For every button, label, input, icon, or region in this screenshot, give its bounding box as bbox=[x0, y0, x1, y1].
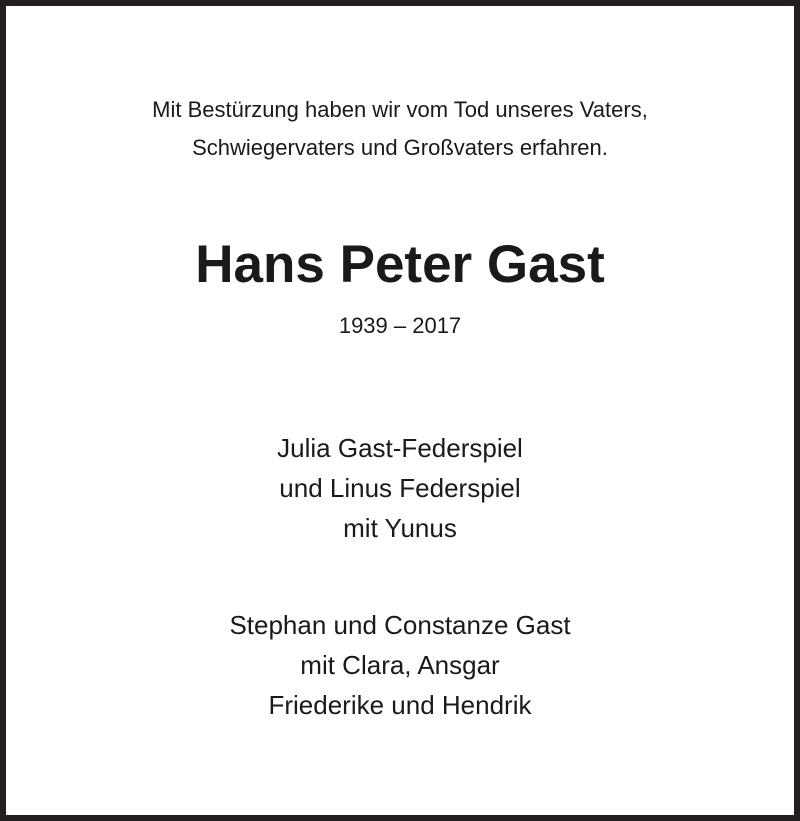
mourner-line: mit Clara, Ansgar bbox=[300, 650, 500, 680]
intro-line: Schwiegervaters und Großvaters erfahren. bbox=[192, 135, 608, 160]
mourner-group bbox=[6, 428, 794, 548]
mourner-line: Stephan und Constanze Gast bbox=[229, 610, 571, 640]
life-dates: 1939 – 2017 bbox=[338, 313, 462, 338]
intro-text bbox=[6, 91, 794, 167]
intro-line: Mit Bestürzung haben wir vom Tod unseres Vaters, bbox=[152, 97, 648, 122]
mourner-line: Friederike und Hendrik bbox=[268, 690, 532, 720]
mourner-group bbox=[6, 605, 794, 725]
mourner-line: Julia Gast-Federspiel bbox=[277, 433, 523, 463]
deceased-name: Hans Peter Gast bbox=[195, 235, 605, 294]
mourner-line: und Linus Federspiel bbox=[279, 473, 521, 503]
mourner-line: mit Yunus bbox=[343, 513, 457, 543]
